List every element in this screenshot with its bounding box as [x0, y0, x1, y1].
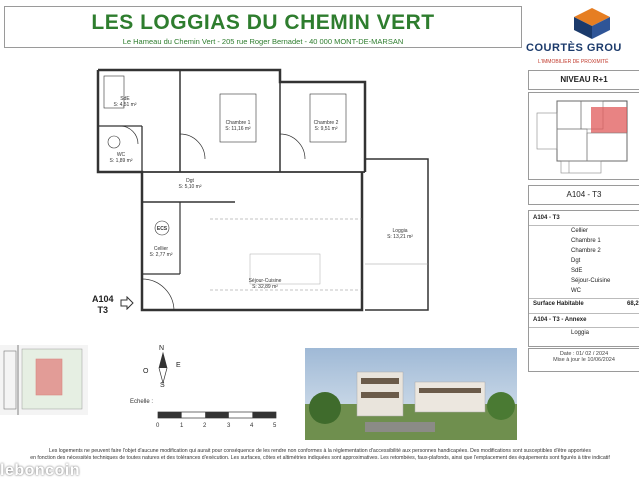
- level-text: NIVEAU R+1: [560, 75, 608, 84]
- scale-tick: 2: [203, 423, 207, 429]
- room-area: S: 4,51 m²: [113, 102, 137, 108]
- surface-habitable-value: 68,2: [627, 301, 639, 307]
- surface-habitable-label: Surface Habitable: [533, 301, 584, 307]
- room-table: [528, 210, 639, 347]
- room-name: Séjour-Cuisine: [248, 278, 282, 284]
- compass-o: O: [143, 368, 149, 375]
- scale-bar: [130, 396, 280, 436]
- floor-plan: [90, 64, 435, 320]
- compass-s: S: [160, 382, 165, 389]
- room-area: S: 5,10 m²: [178, 184, 202, 190]
- site-plan-drawing: [0, 345, 88, 415]
- room-name: Cellier: [153, 246, 169, 252]
- room-chambre2: [304, 120, 348, 132]
- lot-name-box: [528, 185, 639, 205]
- annexe-row: Loggia: [571, 330, 590, 336]
- compass-e: E: [176, 362, 181, 369]
- room-sejour: [240, 278, 290, 290]
- scale-tick: 3: [227, 423, 231, 429]
- page-title: LES LOGGIAS DU CHEMIN VERT: [91, 11, 435, 34]
- scale-tick: 5: [273, 423, 277, 429]
- room-name: Loggia: [392, 228, 408, 234]
- scale-tick: 0: [156, 423, 160, 429]
- room-row: Séjour-Cuisine: [571, 278, 611, 284]
- room-name: Chambre 1: [225, 120, 251, 126]
- scale-tick: 1: [180, 423, 184, 429]
- scale-label: Echelle :: [130, 399, 154, 405]
- room-area: S: 11,16 m²: [225, 126, 251, 132]
- building-floorplan-thumbnail: [529, 93, 639, 179]
- room-area: S: 13,21 m²: [387, 234, 413, 240]
- room-wc: [104, 152, 138, 164]
- room-name: Chambre 2: [313, 120, 339, 126]
- date-text: Date : 01/ 02 / 2024: [559, 351, 609, 357]
- level-label: [528, 70, 639, 90]
- address-subtitle: Le Hameau du Chemin Vert - 205 rue Roger Bernadet - 40 000 MONT-DE-MARSAN: [122, 37, 404, 46]
- legal-disclaimer: [4, 448, 636, 462]
- brand-name: COURTÈS GROU: [526, 42, 622, 54]
- scale-ruler: [156, 410, 278, 422]
- room-area: S: 2,77 m²: [149, 252, 173, 258]
- lot-number: A104: [92, 294, 114, 304]
- update-text: Mise à jour le 10/06/2024: [553, 357, 615, 363]
- room-dgt: [170, 178, 210, 190]
- room-area: S: 32,89 m²: [252, 284, 278, 290]
- company-logo: [524, 2, 639, 66]
- room-area: S: 1,89 m²: [109, 158, 133, 164]
- lot-type: T3: [97, 305, 109, 315]
- room-area: S: 9,51 m²: [314, 126, 338, 132]
- annexe-header: A104 - T3 - Annexe: [533, 317, 587, 323]
- building-render-drawing: [305, 348, 517, 440]
- title-banner: [4, 6, 522, 48]
- room-chambre1: [216, 120, 260, 132]
- date-box: [528, 348, 639, 372]
- room-row: Cellier: [571, 228, 589, 234]
- disclaimer-line: en fonction des nécessités techniques de toutes natures et des tolérances d'exécution. Les surfaces, côtes et altimétries indiquées sont approximatives. Les retombées, faux-plafonds, ainsi que l'emplacement des équipements sont figurés à titre indicatif: [30, 455, 610, 461]
- room-cellier: [144, 246, 178, 258]
- level-minimap: [528, 92, 639, 180]
- room-sde: [108, 96, 142, 108]
- scale-tick: 4: [250, 423, 254, 429]
- room-row: Chambre 1: [571, 238, 601, 244]
- room-loggia: [380, 228, 420, 240]
- room-row: Dgt: [571, 258, 581, 264]
- room-name: Dgt: [186, 178, 194, 184]
- room-name: WC: [116, 152, 126, 158]
- entrance-arrow-icon: [120, 296, 134, 310]
- ecs-label: ECS: [156, 226, 168, 232]
- compass: [140, 345, 186, 391]
- disclaimer-line: Les logements ne peuvent faire l'objet d'aucune modification qui aurait pour conséquence de les rendre non conformes à la réglementation d'accessibilité aux personnes handicapées. Des modifications sont susceptibles d'être apportées: [48, 448, 592, 454]
- room-table-header: A104 - T3: [533, 215, 560, 221]
- brand-tagline: L'IMMOBILIER DE PROXIMITÉ: [538, 59, 609, 65]
- room-row: SdE: [571, 268, 583, 274]
- room-name: SdE: [120, 96, 130, 102]
- cube-logo-icon: [572, 6, 612, 40]
- watermark: leboncoin: [0, 462, 81, 479]
- site-plan-thumbnail: [0, 345, 88, 415]
- room-row: Chambre 2: [571, 248, 601, 254]
- lot-marker: [92, 294, 114, 316]
- lot-name-text: A104 - T3: [566, 190, 602, 199]
- room-row: WC: [571, 288, 581, 294]
- building-render-image: [305, 348, 517, 440]
- compass-n: N: [159, 345, 165, 352]
